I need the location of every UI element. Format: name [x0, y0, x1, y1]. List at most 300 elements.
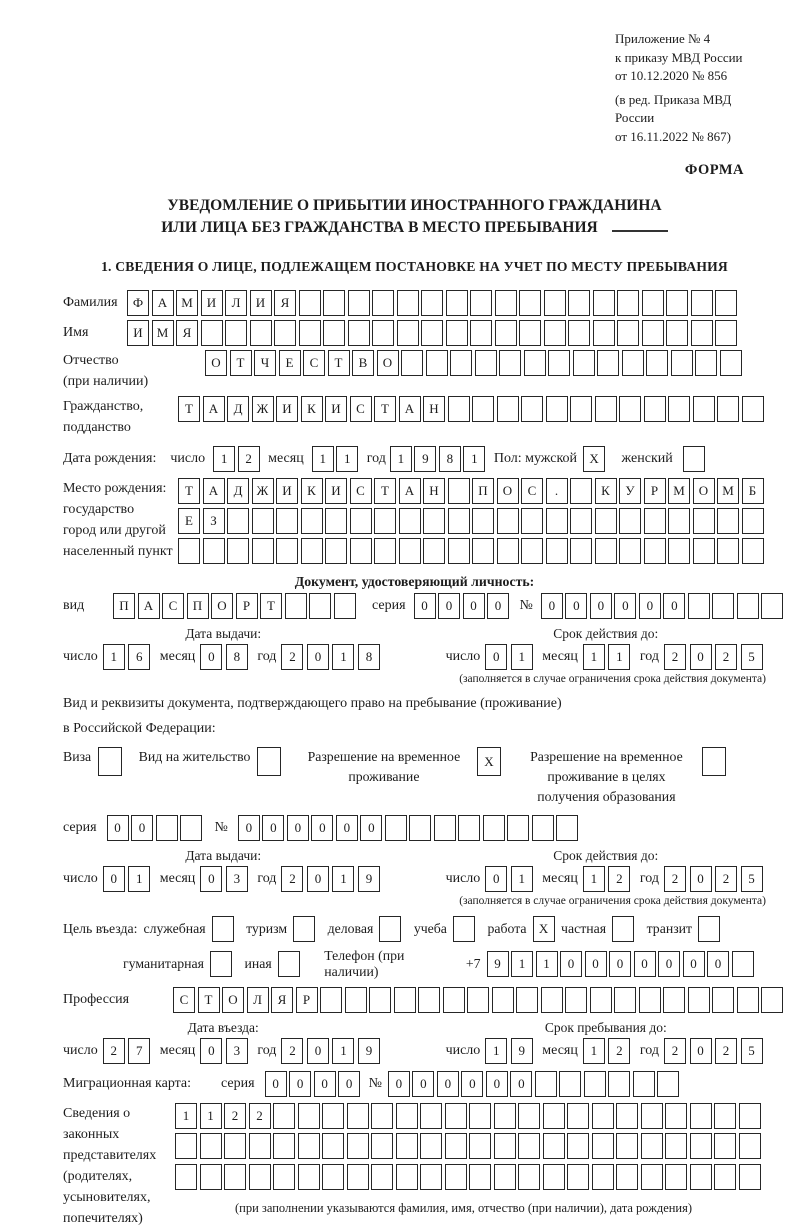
- char-cell[interactable]: А: [138, 593, 160, 619]
- char-cell[interactable]: [535, 1071, 557, 1097]
- char-cell[interactable]: Н: [423, 478, 445, 504]
- char-cell[interactable]: [298, 1133, 320, 1159]
- purpose-work-checkbox[interactable]: [533, 916, 558, 942]
- char-cell[interactable]: [249, 1133, 271, 1159]
- char-cell[interactable]: [409, 815, 431, 841]
- char-cell[interactable]: [323, 320, 345, 346]
- char-cell[interactable]: М: [152, 320, 174, 346]
- char-cell[interactable]: Т: [328, 350, 350, 376]
- char-cell[interactable]: Я: [271, 987, 293, 1013]
- char-cell[interactable]: [252, 508, 274, 534]
- char-cell[interactable]: Е: [279, 350, 301, 376]
- char-cell[interactable]: [369, 987, 391, 1013]
- char-cell[interactable]: П: [113, 593, 135, 619]
- char-cell[interactable]: [619, 508, 641, 534]
- char-cell[interactable]: [663, 987, 685, 1013]
- char-cell[interactable]: 0: [639, 593, 661, 619]
- char-cell[interactable]: 0: [565, 593, 587, 619]
- char-cell[interactable]: [420, 1103, 442, 1129]
- char-cell[interactable]: К: [301, 478, 323, 504]
- char-cell[interactable]: 0: [412, 1071, 434, 1097]
- char-cell[interactable]: [396, 1103, 418, 1129]
- char-cell[interactable]: [668, 538, 690, 564]
- char-cell[interactable]: [180, 815, 202, 841]
- char-cell[interactable]: 0: [307, 644, 329, 670]
- char-cell[interactable]: А: [203, 396, 225, 422]
- char-cell[interactable]: [521, 396, 543, 422]
- char-cell[interactable]: 0: [103, 866, 125, 892]
- char-cell[interactable]: Ф: [127, 290, 149, 316]
- char-cell[interactable]: [497, 508, 519, 534]
- char-cell[interactable]: [761, 593, 783, 619]
- char-cell[interactable]: 1: [583, 1038, 605, 1064]
- char-cell[interactable]: [448, 478, 470, 504]
- char-cell[interactable]: [546, 508, 568, 534]
- char-cell[interactable]: [249, 1164, 271, 1190]
- char-cell[interactable]: [497, 396, 519, 422]
- char-cell[interactable]: 0: [690, 1038, 712, 1064]
- char-cell[interactable]: [590, 987, 612, 1013]
- residence-permit-checkbox[interactable]: [257, 747, 284, 776]
- char-cell[interactable]: [742, 538, 764, 564]
- char-cell[interactable]: [543, 1103, 565, 1129]
- purpose-tourism-checkbox[interactable]: [293, 916, 318, 942]
- purpose-official-checkbox[interactable]: [212, 916, 237, 942]
- char-cell[interactable]: [293, 916, 315, 942]
- char-cell[interactable]: [348, 290, 370, 316]
- char-cell[interactable]: [469, 1164, 491, 1190]
- char-cell[interactable]: [683, 446, 705, 472]
- char-cell[interactable]: 0: [287, 815, 309, 841]
- char-cell[interactable]: [499, 350, 521, 376]
- char-cell[interactable]: [495, 290, 517, 316]
- char-cell[interactable]: 1: [463, 446, 485, 472]
- char-cell[interactable]: [668, 508, 690, 534]
- char-cell[interactable]: .: [546, 478, 568, 504]
- char-cell[interactable]: [257, 747, 281, 776]
- char-cell[interactable]: [475, 350, 497, 376]
- char-cell[interactable]: 0: [658, 951, 680, 977]
- char-cell[interactable]: Т: [230, 350, 252, 376]
- char-cell[interactable]: 2: [281, 644, 303, 670]
- char-cell[interactable]: [470, 290, 492, 316]
- char-cell[interactable]: [573, 350, 595, 376]
- char-cell[interactable]: [285, 593, 307, 619]
- char-cell[interactable]: [592, 1103, 614, 1129]
- char-cell[interactable]: [737, 987, 759, 1013]
- char-cell[interactable]: 1: [200, 1103, 222, 1129]
- char-cell[interactable]: [567, 1133, 589, 1159]
- char-cell[interactable]: [379, 916, 401, 942]
- char-cell[interactable]: [394, 987, 416, 1013]
- char-cell[interactable]: К: [595, 478, 617, 504]
- char-cell[interactable]: [541, 987, 563, 1013]
- char-cell[interactable]: [448, 508, 470, 534]
- char-cell[interactable]: 2: [664, 1038, 686, 1064]
- temp-residence-education-checkbox[interactable]: [702, 747, 729, 776]
- char-cell[interactable]: 6: [128, 644, 150, 670]
- char-cell[interactable]: 0: [200, 644, 222, 670]
- char-cell[interactable]: 0: [438, 593, 460, 619]
- char-cell[interactable]: З: [203, 508, 225, 534]
- char-cell[interactable]: 0: [336, 815, 358, 841]
- char-cell[interactable]: К: [301, 396, 323, 422]
- char-cell[interactable]: [273, 1103, 295, 1129]
- char-cell[interactable]: 1: [312, 446, 334, 472]
- char-cell[interactable]: 1: [511, 866, 533, 892]
- char-cell[interactable]: 5: [741, 1038, 763, 1064]
- char-cell[interactable]: [301, 538, 323, 564]
- char-cell[interactable]: 0: [485, 866, 507, 892]
- char-cell[interactable]: Р: [296, 987, 318, 1013]
- char-cell[interactable]: [420, 1164, 442, 1190]
- char-cell[interactable]: О: [497, 478, 519, 504]
- char-cell[interactable]: Е: [178, 508, 200, 534]
- char-cell[interactable]: [702, 747, 726, 776]
- char-cell[interactable]: [570, 478, 592, 504]
- char-cell[interactable]: [519, 290, 541, 316]
- char-cell[interactable]: [616, 1133, 638, 1159]
- char-cell[interactable]: [483, 815, 505, 841]
- char-cell[interactable]: [666, 290, 688, 316]
- char-cell[interactable]: [469, 1133, 491, 1159]
- char-cell[interactable]: С: [162, 593, 184, 619]
- char-cell[interactable]: [633, 1071, 655, 1097]
- char-cell[interactable]: В: [352, 350, 374, 376]
- char-cell[interactable]: [617, 320, 639, 346]
- char-cell[interactable]: 1: [390, 446, 412, 472]
- char-cell[interactable]: 3: [226, 866, 248, 892]
- char-cell[interactable]: 2: [664, 644, 686, 670]
- char-cell[interactable]: 0: [663, 593, 685, 619]
- char-cell[interactable]: 2: [281, 866, 303, 892]
- char-cell[interactable]: [309, 593, 331, 619]
- char-cell[interactable]: С: [350, 478, 372, 504]
- char-cell[interactable]: 0: [461, 1071, 483, 1097]
- char-cell[interactable]: 0: [338, 1071, 360, 1097]
- char-cell[interactable]: [322, 1133, 344, 1159]
- char-cell[interactable]: [732, 951, 754, 977]
- char-cell[interactable]: 1: [583, 644, 605, 670]
- char-cell[interactable]: 0: [200, 1038, 222, 1064]
- char-cell[interactable]: 0: [265, 1071, 287, 1097]
- char-cell[interactable]: [639, 987, 661, 1013]
- char-cell[interactable]: 0: [485, 644, 507, 670]
- char-cell[interactable]: Ч: [254, 350, 276, 376]
- char-cell[interactable]: [278, 951, 300, 977]
- char-cell[interactable]: 0: [107, 815, 129, 841]
- char-cell[interactable]: 7: [128, 1038, 150, 1064]
- char-cell[interactable]: [521, 538, 543, 564]
- char-cell[interactable]: 0: [463, 593, 485, 619]
- char-cell[interactable]: Д: [227, 396, 249, 422]
- char-cell[interactable]: [421, 320, 443, 346]
- char-cell[interactable]: [385, 815, 407, 841]
- char-cell[interactable]: Д: [227, 478, 249, 504]
- char-cell[interactable]: О: [693, 478, 715, 504]
- char-cell[interactable]: 9: [487, 951, 509, 977]
- char-cell[interactable]: 5: [741, 644, 763, 670]
- char-cell[interactable]: [350, 538, 372, 564]
- char-cell[interactable]: [401, 350, 423, 376]
- char-cell[interactable]: С: [173, 987, 195, 1013]
- char-cell[interactable]: М: [668, 478, 690, 504]
- char-cell[interactable]: [399, 508, 421, 534]
- char-cell[interactable]: [470, 320, 492, 346]
- char-cell[interactable]: [372, 320, 394, 346]
- char-cell[interactable]: И: [276, 396, 298, 422]
- char-cell[interactable]: [691, 290, 713, 316]
- char-cell[interactable]: [568, 320, 590, 346]
- char-cell[interactable]: [544, 290, 566, 316]
- char-cell[interactable]: [374, 508, 396, 534]
- char-cell[interactable]: Б: [742, 478, 764, 504]
- char-cell[interactable]: [494, 1164, 516, 1190]
- char-cell[interactable]: [200, 1133, 222, 1159]
- char-cell[interactable]: О: [205, 350, 227, 376]
- char-cell[interactable]: [742, 508, 764, 534]
- char-cell[interactable]: [423, 538, 445, 564]
- char-cell[interactable]: [690, 1164, 712, 1190]
- char-cell[interactable]: 8: [439, 446, 461, 472]
- char-cell[interactable]: 2: [664, 866, 686, 892]
- char-cell[interactable]: [556, 815, 578, 841]
- char-cell[interactable]: 1: [128, 866, 150, 892]
- char-cell[interactable]: [274, 320, 296, 346]
- char-cell[interactable]: И: [127, 320, 149, 346]
- char-cell[interactable]: [453, 916, 475, 942]
- char-cell[interactable]: 0: [360, 815, 382, 841]
- char-cell[interactable]: 8: [226, 644, 248, 670]
- char-cell[interactable]: [299, 290, 321, 316]
- char-cell[interactable]: [720, 350, 742, 376]
- char-cell[interactable]: [371, 1164, 393, 1190]
- char-cell[interactable]: 1: [332, 644, 354, 670]
- char-cell[interactable]: [544, 320, 566, 346]
- char-cell[interactable]: [712, 593, 734, 619]
- char-cell[interactable]: [347, 1103, 369, 1129]
- char-cell[interactable]: [698, 916, 720, 942]
- char-cell[interactable]: [641, 1103, 663, 1129]
- char-cell[interactable]: [200, 1164, 222, 1190]
- char-cell[interactable]: 1: [608, 644, 630, 670]
- char-cell[interactable]: 1: [583, 866, 605, 892]
- char-cell[interactable]: [421, 290, 443, 316]
- char-cell[interactable]: [593, 290, 615, 316]
- char-cell[interactable]: [276, 508, 298, 534]
- char-cell[interactable]: [559, 1071, 581, 1097]
- char-cell[interactable]: [420, 1133, 442, 1159]
- char-cell[interactable]: [276, 538, 298, 564]
- char-cell[interactable]: Т: [260, 593, 282, 619]
- char-cell[interactable]: [227, 508, 249, 534]
- char-cell[interactable]: [691, 320, 713, 346]
- char-cell[interactable]: 1: [485, 1038, 507, 1064]
- char-cell[interactable]: [641, 1133, 663, 1159]
- char-cell[interactable]: А: [399, 396, 421, 422]
- char-cell[interactable]: 0: [609, 951, 631, 977]
- char-cell[interactable]: [595, 396, 617, 422]
- char-cell[interactable]: Л: [225, 290, 247, 316]
- char-cell[interactable]: [642, 320, 664, 346]
- char-cell[interactable]: [715, 290, 737, 316]
- char-cell[interactable]: [450, 350, 472, 376]
- char-cell[interactable]: [592, 1133, 614, 1159]
- char-cell[interactable]: [203, 538, 225, 564]
- char-cell[interactable]: [347, 1164, 369, 1190]
- char-cell[interactable]: [717, 538, 739, 564]
- char-cell[interactable]: 9: [358, 1038, 380, 1064]
- char-cell[interactable]: [665, 1164, 687, 1190]
- char-cell[interactable]: 2: [608, 866, 630, 892]
- char-cell[interactable]: [224, 1133, 246, 1159]
- char-cell[interactable]: 2: [715, 644, 737, 670]
- purpose-other-checkbox[interactable]: [278, 951, 303, 977]
- char-cell[interactable]: 0: [590, 593, 612, 619]
- char-cell[interactable]: 0: [307, 866, 329, 892]
- char-cell[interactable]: [494, 1103, 516, 1129]
- char-cell[interactable]: [616, 1103, 638, 1129]
- char-cell[interactable]: [175, 1164, 197, 1190]
- char-cell[interactable]: [518, 1164, 540, 1190]
- char-cell[interactable]: [737, 593, 759, 619]
- char-cell[interactable]: 8: [358, 644, 380, 670]
- char-cell[interactable]: [644, 508, 666, 534]
- char-cell[interactable]: П: [472, 478, 494, 504]
- char-cell[interactable]: Т: [178, 396, 200, 422]
- char-cell[interactable]: [761, 987, 783, 1013]
- char-cell[interactable]: [201, 320, 223, 346]
- purpose-transit-checkbox[interactable]: [698, 916, 723, 942]
- char-cell[interactable]: И: [201, 290, 223, 316]
- char-cell[interactable]: [469, 1103, 491, 1129]
- char-cell[interactable]: 0: [262, 815, 284, 841]
- char-cell[interactable]: 0: [487, 593, 509, 619]
- char-cell[interactable]: X: [477, 747, 501, 776]
- purpose-business-checkbox[interactable]: [379, 916, 404, 942]
- char-cell[interactable]: [593, 320, 615, 346]
- char-cell[interactable]: 9: [511, 1038, 533, 1064]
- char-cell[interactable]: [445, 1133, 467, 1159]
- char-cell[interactable]: 0: [690, 866, 712, 892]
- char-cell[interactable]: 0: [560, 951, 582, 977]
- char-cell[interactable]: [521, 508, 543, 534]
- char-cell[interactable]: [443, 987, 465, 1013]
- char-cell[interactable]: [595, 508, 617, 534]
- char-cell[interactable]: 2: [224, 1103, 246, 1129]
- char-cell[interactable]: [299, 320, 321, 346]
- char-cell[interactable]: И: [250, 290, 272, 316]
- char-cell[interactable]: [227, 538, 249, 564]
- char-cell[interactable]: 1: [536, 951, 558, 977]
- char-cell[interactable]: [374, 538, 396, 564]
- char-cell[interactable]: [543, 1133, 565, 1159]
- char-cell[interactable]: [665, 1103, 687, 1129]
- char-cell[interactable]: [350, 508, 372, 534]
- char-cell[interactable]: 1: [332, 866, 354, 892]
- char-cell[interactable]: [739, 1133, 761, 1159]
- char-cell[interactable]: [178, 538, 200, 564]
- temp-residence-checkbox[interactable]: [477, 747, 504, 776]
- char-cell[interactable]: [371, 1103, 393, 1129]
- char-cell[interactable]: 0: [585, 951, 607, 977]
- char-cell[interactable]: [273, 1164, 295, 1190]
- char-cell[interactable]: [446, 290, 468, 316]
- char-cell[interactable]: [518, 1133, 540, 1159]
- char-cell[interactable]: [371, 1133, 393, 1159]
- char-cell[interactable]: [472, 508, 494, 534]
- char-cell[interactable]: 2: [103, 1038, 125, 1064]
- char-cell[interactable]: 0: [307, 1038, 329, 1064]
- char-cell[interactable]: [458, 815, 480, 841]
- char-cell[interactable]: 0: [289, 1071, 311, 1097]
- char-cell[interactable]: [516, 987, 538, 1013]
- purpose-humanitarian-checkbox[interactable]: [210, 951, 235, 977]
- char-cell[interactable]: [494, 1133, 516, 1159]
- char-cell[interactable]: 1: [511, 951, 533, 977]
- char-cell[interactable]: [507, 815, 529, 841]
- char-cell[interactable]: [301, 508, 323, 534]
- char-cell[interactable]: [668, 396, 690, 422]
- char-cell[interactable]: 2: [608, 1038, 630, 1064]
- char-cell[interactable]: М: [717, 478, 739, 504]
- char-cell[interactable]: [617, 290, 639, 316]
- char-cell[interactable]: Т: [374, 478, 396, 504]
- char-cell[interactable]: [252, 538, 274, 564]
- char-cell[interactable]: [175, 1133, 197, 1159]
- char-cell[interactable]: [715, 320, 737, 346]
- char-cell[interactable]: [397, 290, 419, 316]
- char-cell[interactable]: У: [619, 478, 641, 504]
- char-cell[interactable]: [497, 538, 519, 564]
- char-cell[interactable]: [695, 350, 717, 376]
- char-cell[interactable]: Т: [374, 396, 396, 422]
- char-cell[interactable]: [570, 508, 592, 534]
- char-cell[interactable]: 0: [486, 1071, 508, 1097]
- char-cell[interactable]: [225, 320, 247, 346]
- char-cell[interactable]: [325, 508, 347, 534]
- char-cell[interactable]: [320, 987, 342, 1013]
- purpose-private-checkbox[interactable]: [612, 916, 637, 942]
- char-cell[interactable]: [448, 396, 470, 422]
- char-cell[interactable]: 0: [707, 951, 729, 977]
- char-cell[interactable]: [322, 1164, 344, 1190]
- char-cell[interactable]: [568, 290, 590, 316]
- char-cell[interactable]: [546, 538, 568, 564]
- visa-checkbox[interactable]: [98, 747, 125, 776]
- char-cell[interactable]: [565, 987, 587, 1013]
- char-cell[interactable]: М: [176, 290, 198, 316]
- char-cell[interactable]: [714, 1133, 736, 1159]
- char-cell[interactable]: [250, 320, 272, 346]
- char-cell[interactable]: Н: [423, 396, 445, 422]
- char-cell[interactable]: [426, 350, 448, 376]
- char-cell[interactable]: [666, 320, 688, 346]
- char-cell[interactable]: [622, 350, 644, 376]
- char-cell[interactable]: [567, 1164, 589, 1190]
- char-cell[interactable]: [472, 538, 494, 564]
- char-cell[interactable]: [665, 1133, 687, 1159]
- char-cell[interactable]: [322, 1103, 344, 1129]
- char-cell[interactable]: 2: [715, 866, 737, 892]
- char-cell[interactable]: 0: [510, 1071, 532, 1097]
- char-cell[interactable]: С: [303, 350, 325, 376]
- char-cell[interactable]: [619, 396, 641, 422]
- char-cell[interactable]: 0: [683, 951, 705, 977]
- char-cell[interactable]: [396, 1133, 418, 1159]
- char-cell[interactable]: 1: [332, 1038, 354, 1064]
- char-cell[interactable]: 1: [213, 446, 235, 472]
